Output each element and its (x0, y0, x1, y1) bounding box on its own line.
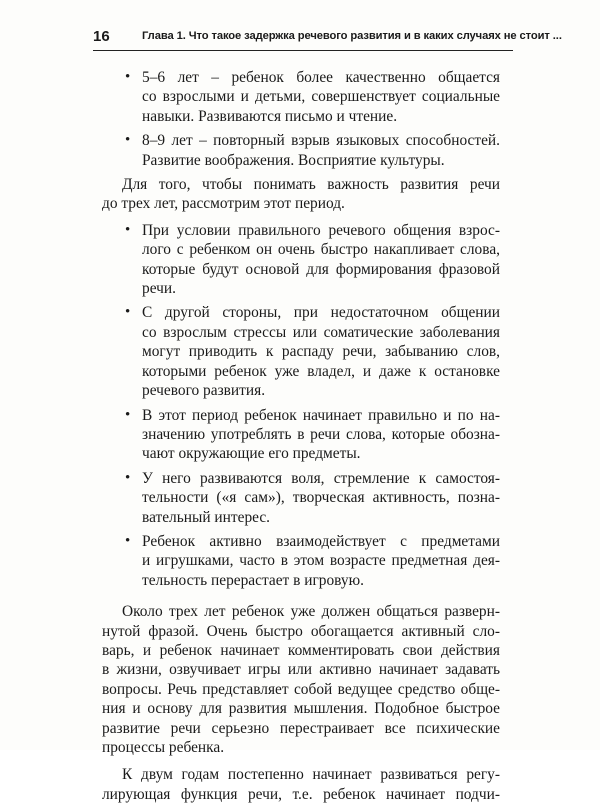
text-line: которыми ребенок уже владел, и даже к остановке (142, 362, 500, 380)
page-header (93, 24, 562, 51)
age-milestones-list (122, 68, 500, 170)
text-line: процессы ребенка. (102, 739, 225, 756)
text-line: со взрослыми и детьми, совершенствует социальные (142, 88, 500, 106)
bullet-icon: • (125, 304, 131, 321)
text-line: навыки. Развиваются письмо и чтение. (142, 107, 398, 125)
bullet-icon: • (125, 469, 131, 486)
text-line: Развитие воображения. Восприятие культуры. (142, 151, 445, 169)
text-line: речи. (142, 280, 176, 298)
text-line: С другой стороны, при недостаточном общении (142, 304, 500, 322)
bullet-icon: • (125, 132, 131, 149)
bullet-icon: • (125, 69, 131, 85)
text-line: тельность перерастает в игровую. (142, 571, 364, 589)
list-item (122, 303, 500, 400)
page-body (102, 58, 500, 804)
text-line: и игрушками, часто в этом возрасте предметная дея- (142, 552, 500, 570)
text-line: Для того, чтобы понимать важность развития речи (122, 176, 500, 194)
list-item (122, 221, 500, 299)
text-line: Около трех лет ребенок уже должен общаться разверн- (122, 603, 500, 621)
text-line: 5–6 лет – ребенок более качественно общается (142, 69, 500, 86)
list-item (122, 68, 500, 126)
text-line: лого с ребенком он очень быстро накапливает слова, (142, 241, 500, 259)
list-item (122, 469, 500, 527)
text-line: которые будут основой для формирования фразовой (142, 260, 500, 278)
intro-paragraph (102, 175, 500, 214)
text-line: чают окружающие его предметы. (142, 445, 361, 463)
text-line: ния и основу для развития мышления. Подобное быстрое (102, 700, 500, 718)
text-line: тельности («я сам»), творческая активность, позна- (142, 489, 500, 507)
text-line: нутой фразой. Очень быстро обогащается активный сло- (102, 622, 500, 640)
text-line: варь, и ребенок начинает комментировать свои действия (102, 641, 500, 659)
text-line: У него развиваются воля, стремление к самостоя- (142, 469, 500, 487)
text-line: могут приводить к распаду речи, забыванию слов, (142, 343, 500, 361)
list-item (122, 532, 500, 590)
text-line: 8–9 лет – повторный взрыв языковых способностей. (142, 132, 500, 150)
text-line: вопросы. Речь представляет собой ведущее средство обще- (102, 680, 500, 698)
list-item (122, 131, 500, 170)
text-line: При условии правильного речевого общения взрос- (142, 221, 500, 239)
text-line: К двум годам постепенно начинает развиваться регу- (122, 766, 500, 784)
text-line: лирующая функция речи, т.е. ребенок начинает подчи- (102, 785, 500, 803)
paragraph-two-years (102, 765, 500, 804)
running-title: Глава 1. Что такое задержка речевого развития и в каких случаях не стоит ... (142, 30, 562, 42)
text-line: вательный интерес. (142, 508, 271, 526)
bullet-icon: • (125, 406, 131, 423)
text-line: развитие речи серьезно перестраивает все психические (102, 719, 500, 737)
bullet-icon: • (125, 532, 131, 549)
paragraph-three-years (102, 602, 500, 757)
text-line: значению употреблять в речи слова, которые обозна- (142, 425, 500, 443)
page-number: 16 (93, 28, 110, 45)
bullet-icon: • (125, 221, 131, 238)
text-line: со взрослым стрессы или соматические заболевания (142, 323, 500, 341)
text-line: Ребенок активно взаимодействует с предметами (142, 532, 500, 550)
text-line: до трех лет, рассмотрим этот период. (102, 195, 345, 213)
text-line: в жизни, озвучивает игры или активно начинает задавать (102, 661, 500, 679)
text-line: речевого развития. (142, 382, 266, 400)
under-three-list (122, 221, 500, 590)
list-item (122, 406, 500, 464)
text-line: В этот период ребенок начинает правильно и по на- (142, 406, 500, 424)
